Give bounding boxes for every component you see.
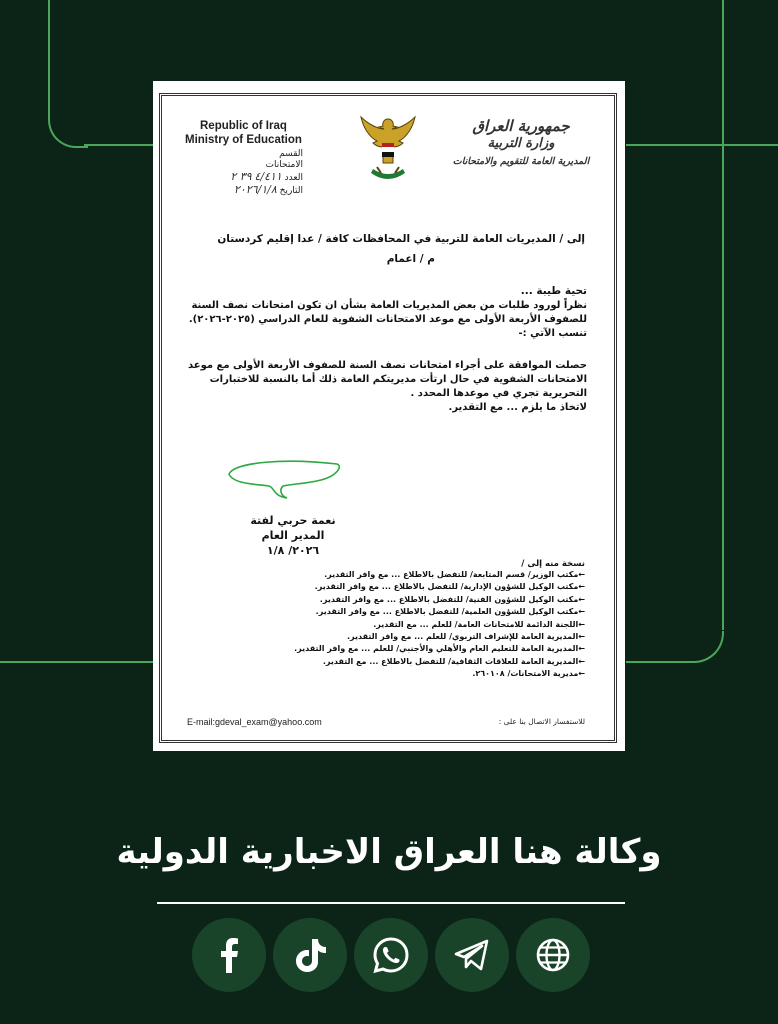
- greeting: تحية طيبة ...: [520, 285, 587, 297]
- facebook-icon: [209, 935, 249, 975]
- divider: [157, 902, 625, 904]
- cc-list: [165, 569, 585, 681]
- facebook-link[interactable]: [192, 918, 266, 992]
- telegram-link[interactable]: [435, 918, 509, 992]
- agency-name: وكالة هنا العراق الاخبارية الدولية: [116, 832, 662, 872]
- header-arabic: جمهورية العراق وزارة التربية المديرية العامة للتقويم والامتحانات: [452, 117, 590, 167]
- cc-item: ← مكتب الوكيل للشؤون الإدارية/ للتفضل بالاطلاع ... مع وافر التقدير.: [165, 581, 585, 593]
- signatory-block: نعمة حربي لفتة المدير العام ٢٠٢٦/ ١/٨: [250, 514, 336, 557]
- recipient-line: إلى / المديريات العامة للتربية في المحافظات كافة / عدا إقليم كردستان: [217, 233, 585, 245]
- whatsapp-icon: [371, 935, 411, 975]
- cc-item: ← اللجنة الدائمة للامتحانات العامة/ للعلم ... مع التقدير.: [165, 619, 585, 631]
- cc-item: ← المديرية العامة للتعليم العام والأهلي والأجنبي/ للعلم ... مع وافر التقدير.: [165, 643, 585, 655]
- paragraph-approval: حصلت الموافقة على أجراء امتحانات نصف السنة للصفوف الأربعة الأولى مع موعد الامتحانات الشفوية في حال ارتأت مديريتكم العامة ذلك أما بالنسبة للاختبارات التحريرية تجري في موعدها المحدد . لاتخاذ ما يلزم ... مع التقدير.: [187, 360, 587, 413]
- header-english: Republic of Iraq Ministry of Education: [185, 120, 302, 146]
- subject-line: م / اعمام: [386, 253, 435, 265]
- cc-item: ← مكتب الوزير/ قسم المتابعة/ للتفضل بالاطلاع ... مع وافر التقدير.: [165, 569, 585, 581]
- tiktok-link[interactable]: [273, 918, 347, 992]
- tiktok-icon: [290, 935, 330, 975]
- website-link[interactable]: [516, 918, 590, 992]
- cc-item: ← المديرية العامة للعلاقات الثقافية/ للتفضل بالاطلاع ... مع التقدير.: [165, 656, 585, 668]
- official-document: [153, 81, 625, 751]
- globe-icon: [533, 935, 573, 975]
- cc-item: ← المديرية العامة للإشراف التربوي/ للعلم ... مع وافر التقدير.: [165, 631, 585, 643]
- reference-block: القسم الامتحانات العدد ٤/٤١١ ٣٩ ٢ التاريخ ٢٠٢٦/١/٨: [230, 149, 303, 196]
- cc-title: نسخة منه إلى /: [521, 559, 585, 569]
- signature-mark: [225, 456, 345, 501]
- inquiry-note: للاستفسار الاتصال بنا على :: [498, 717, 585, 726]
- telegram-icon: [452, 935, 492, 975]
- cc-item: ← مكتب الوكيل للشؤون الفنية/ للتفضل بالاطلاع ... مع وافر التقدير.: [165, 594, 585, 606]
- paragraph-request: نظراً لورود طلبات من بعض المديريات العامة بشأن ان تكون امتحانات نصف السنة للصفوف الأربعة الأولى مع موعد الامتحانات الشفوية للعام الدراسي (٢٠٢٥-٢٠٢٦). تنسب الآتي :-: [188, 300, 587, 339]
- cc-item: ← مكتب الوكيل للشؤون العلمية/ للتفضل بالاطلاع ... مع وافر التقدير.: [165, 606, 585, 618]
- cc-item: ← مديرية الامتحانات/ ٢٦٠١٠٨.: [165, 668, 585, 680]
- email-address: E-mail:gdeval_exam@yahoo.com: [187, 717, 322, 727]
- eagle-emblem-icon: [359, 113, 417, 191]
- whatsapp-link[interactable]: [354, 918, 428, 992]
